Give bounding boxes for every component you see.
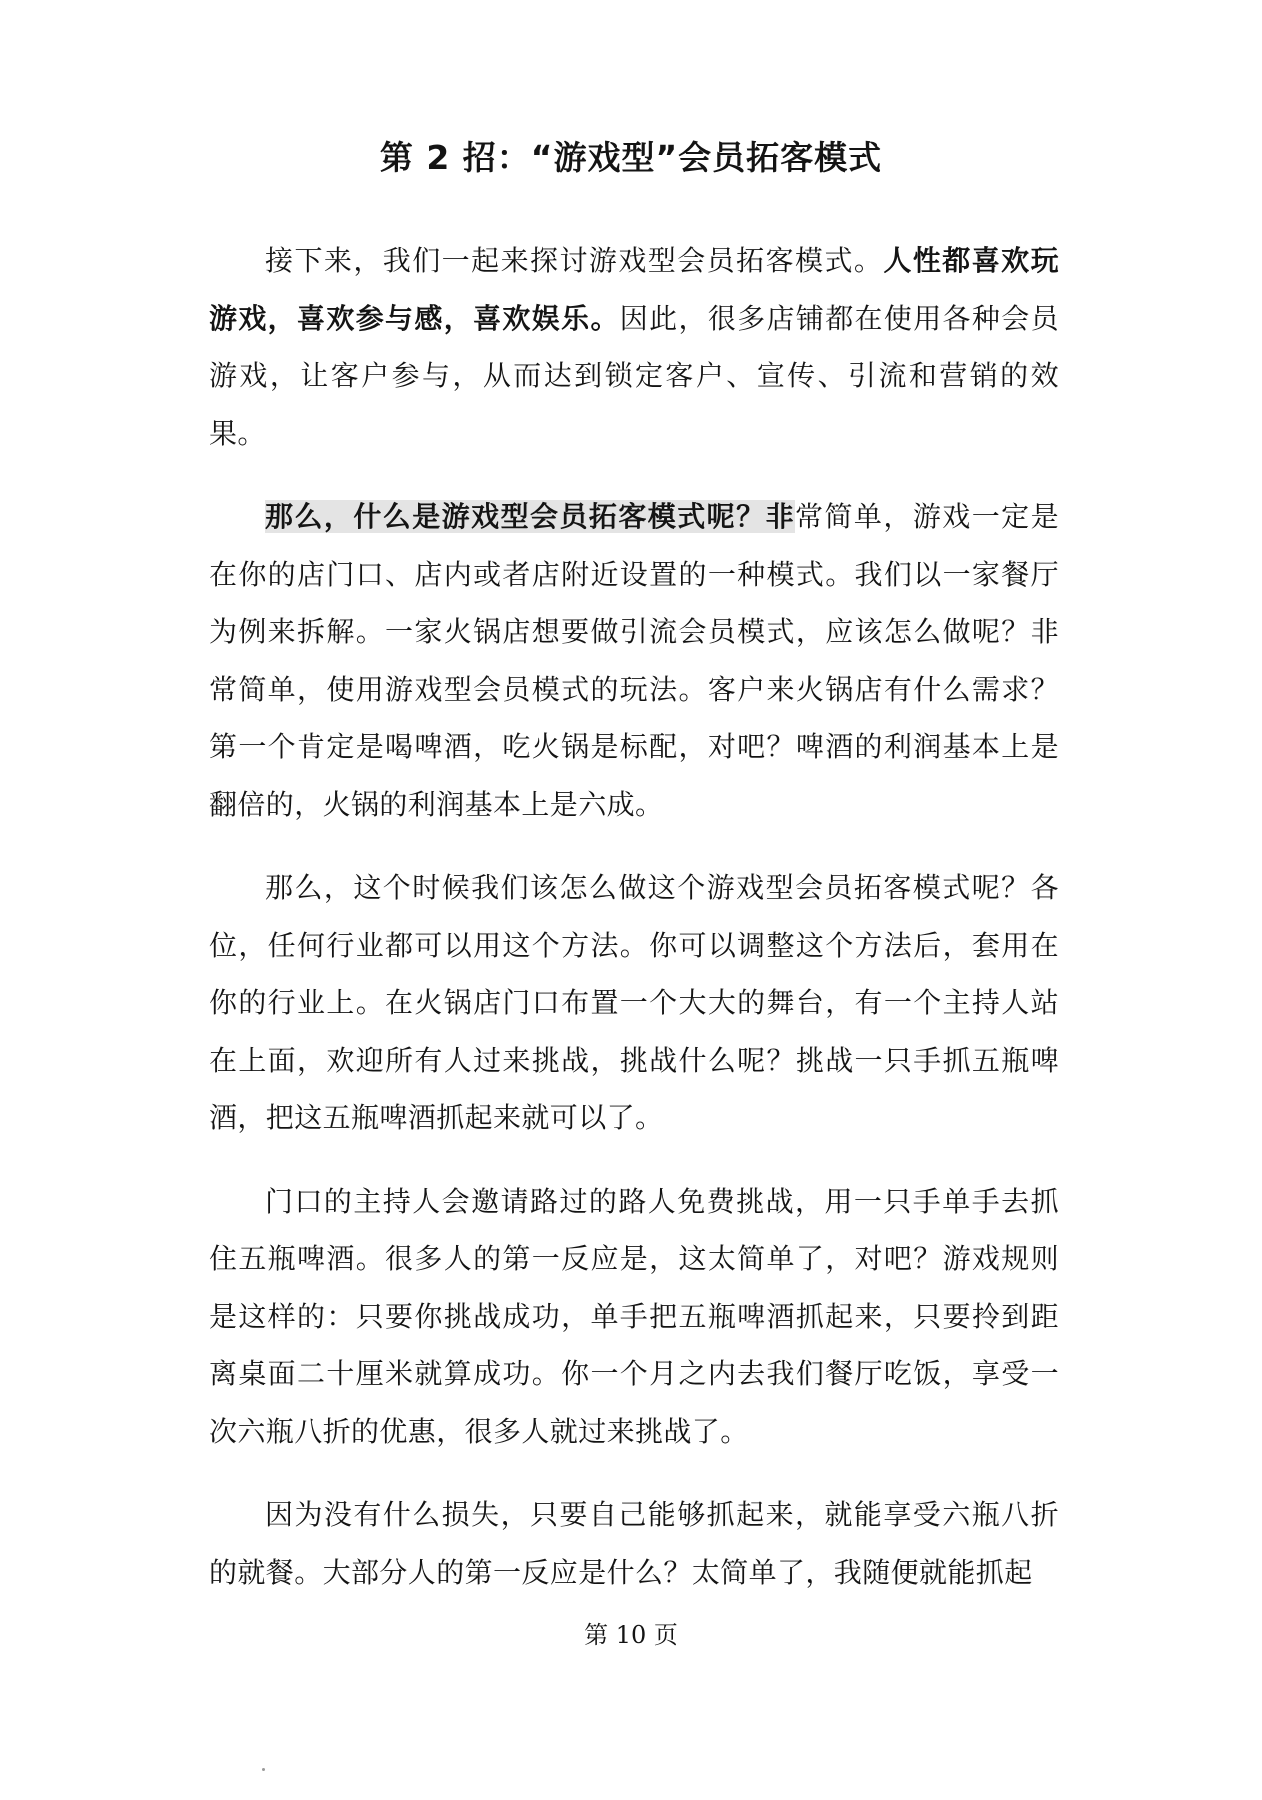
page-number: 第 10 页 — [584, 1621, 678, 1649]
bold-text-segment: 人性都喜欢玩游戏，喜欢参与感，喜欢娱乐。 — [209, 244, 1060, 335]
page-title: 第 2 招：“游戏型”会员拓客模式 — [379, 138, 883, 177]
paragraph — [209, 1486, 1059, 1601]
paragraph — [209, 1173, 1059, 1461]
text-segment: 常简单，游戏一定是在你的店门口、店内或者店附近设置的一种模式。我们以一家餐厅为例来拆解。一家火锅店想要做引流会员模式，应该怎么做呢？非常简单，使用游戏型会员模式的玩法。客户来火锅店有什么需求？第一个肯定是喝啤酒，吃火锅是标配，对吧？啤酒的利润基本上是翻倍的，火锅的利润基本上是六成。 — [209, 500, 1059, 821]
text-segment: 因此，很多店铺都在使用各种会员游戏，让客户参与，从而达到锁定客户、宣传、引流和营销的效果。 — [209, 301, 1059, 450]
paragraph — [209, 859, 1059, 1147]
paragraph — [209, 488, 1059, 833]
paragraph — [209, 232, 1059, 462]
text-segment: 门口的主持人会邀请路过的路人免费挑战，用一只手单手去抓住五瓶啤酒。很多人的第一反应是，这太简单了，对吧？游戏规则是这样的：只要你挑战成功，单手把五瓶啤酒抓起来，只要拎到距离桌面二十厘米就算成功。你一个月之内去我们餐厅吃饭，享受一次六瓶八折的优惠，很多人就过来挑战了。 — [209, 1184, 1059, 1448]
body-text — [209, 232, 1059, 1627]
bold-text-segment: 那么，什么是游戏型会员拓客模式呢？非 — [265, 500, 796, 533]
scan-speck — [262, 1768, 265, 1771]
text-segment: 因为没有什么损失，只要自己能够抓起来，就能享受六瓶八折的就餐。大部分人的第一反应是什么？太简单了，我随便就能抓起 — [209, 1498, 1059, 1589]
text-segment: 那么，这个时候我们该怎么做这个游戏型会员拓客模式呢？各位，任何行业都可以用这个方法。你可以调整这个方法后，套用在你的行业上。在火锅店门口布置一个大大的舞台，有一个主持人站在上面，欢迎所有人过来挑战，挑战什么呢？挑战一只手抓五瓶啤酒，把这五瓶啤酒抓起来就可以了。 — [209, 871, 1059, 1134]
text-segment: 接下来，我们一起来探讨游戏型会员拓客模式。 — [265, 244, 884, 277]
